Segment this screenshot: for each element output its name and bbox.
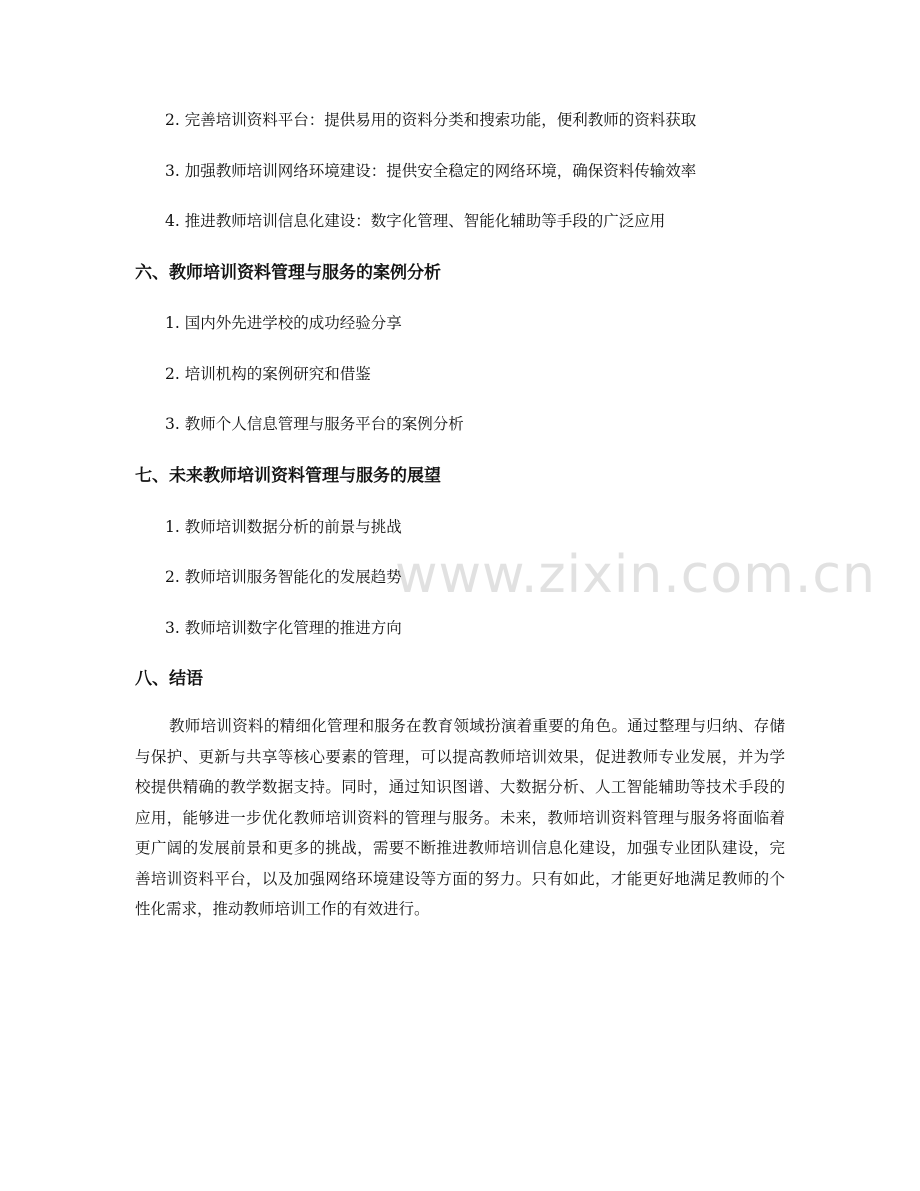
section-heading: 七、未来教师培训资料管理与服务的展望 xyxy=(135,466,441,486)
list-item: 1. 国内外先进学校的成功经验分享 xyxy=(165,314,402,332)
section-heading: 八、结语 xyxy=(135,669,203,689)
list-item: 3. 教师培训数字化管理的推进方向 xyxy=(165,619,402,637)
list-item: 3. 教师个人信息管理与服务平台的案例分析 xyxy=(165,415,464,433)
list-item: 2. 教师培训服务智能化的发展趋势 xyxy=(165,568,402,586)
watermark: www.zixin.com.cn xyxy=(395,545,876,605)
list-item: 3. 加强教师培训网络环境建设：提供安全稳定的网络环境，确保资料传输效率 xyxy=(165,162,697,180)
list-item: 1. 教师培训数据分析的前景与挑战 xyxy=(165,518,402,536)
section-heading: 六、教师培训资料管理与服务的案例分析 xyxy=(135,263,441,283)
list-item: 2. 完善培训资料平台：提供易用的资料分类和搜索功能，便利教师的资料获取 xyxy=(165,111,697,129)
list-item: 4. 推进教师培训信息化建设：数字化管理、智能化辅助等手段的广泛应用 xyxy=(165,212,666,230)
list-item: 2. 培训机构的案例研究和借鉴 xyxy=(165,365,371,383)
conclusion-paragraph: 教师培训资料的精细化管理和服务在教育领域扮演着重要的角色。通过整理与归纳、存储与保护、更新与共享等核心要素的管理，可以提高教师培训效果，促进教师专业发展，并为学校提供精确的教学数据支持。同时，通过知识图谱、大数据分析、人工智能辅助等技术手段的应用，能够进一步优化教师培训资料的管理与服务。未来，教师培训资料管理与服务将面临着更广阔的发展前景和更多的挑战，需要不断推进教师培训信息化建设，加强专业团队建设，完善培训资料平台，以及加强网络环境建设等方面的努力。只有如此，才能更好地满足教师的个性化需求，推动教师培训工作的有效进行。 xyxy=(135,717,785,918)
